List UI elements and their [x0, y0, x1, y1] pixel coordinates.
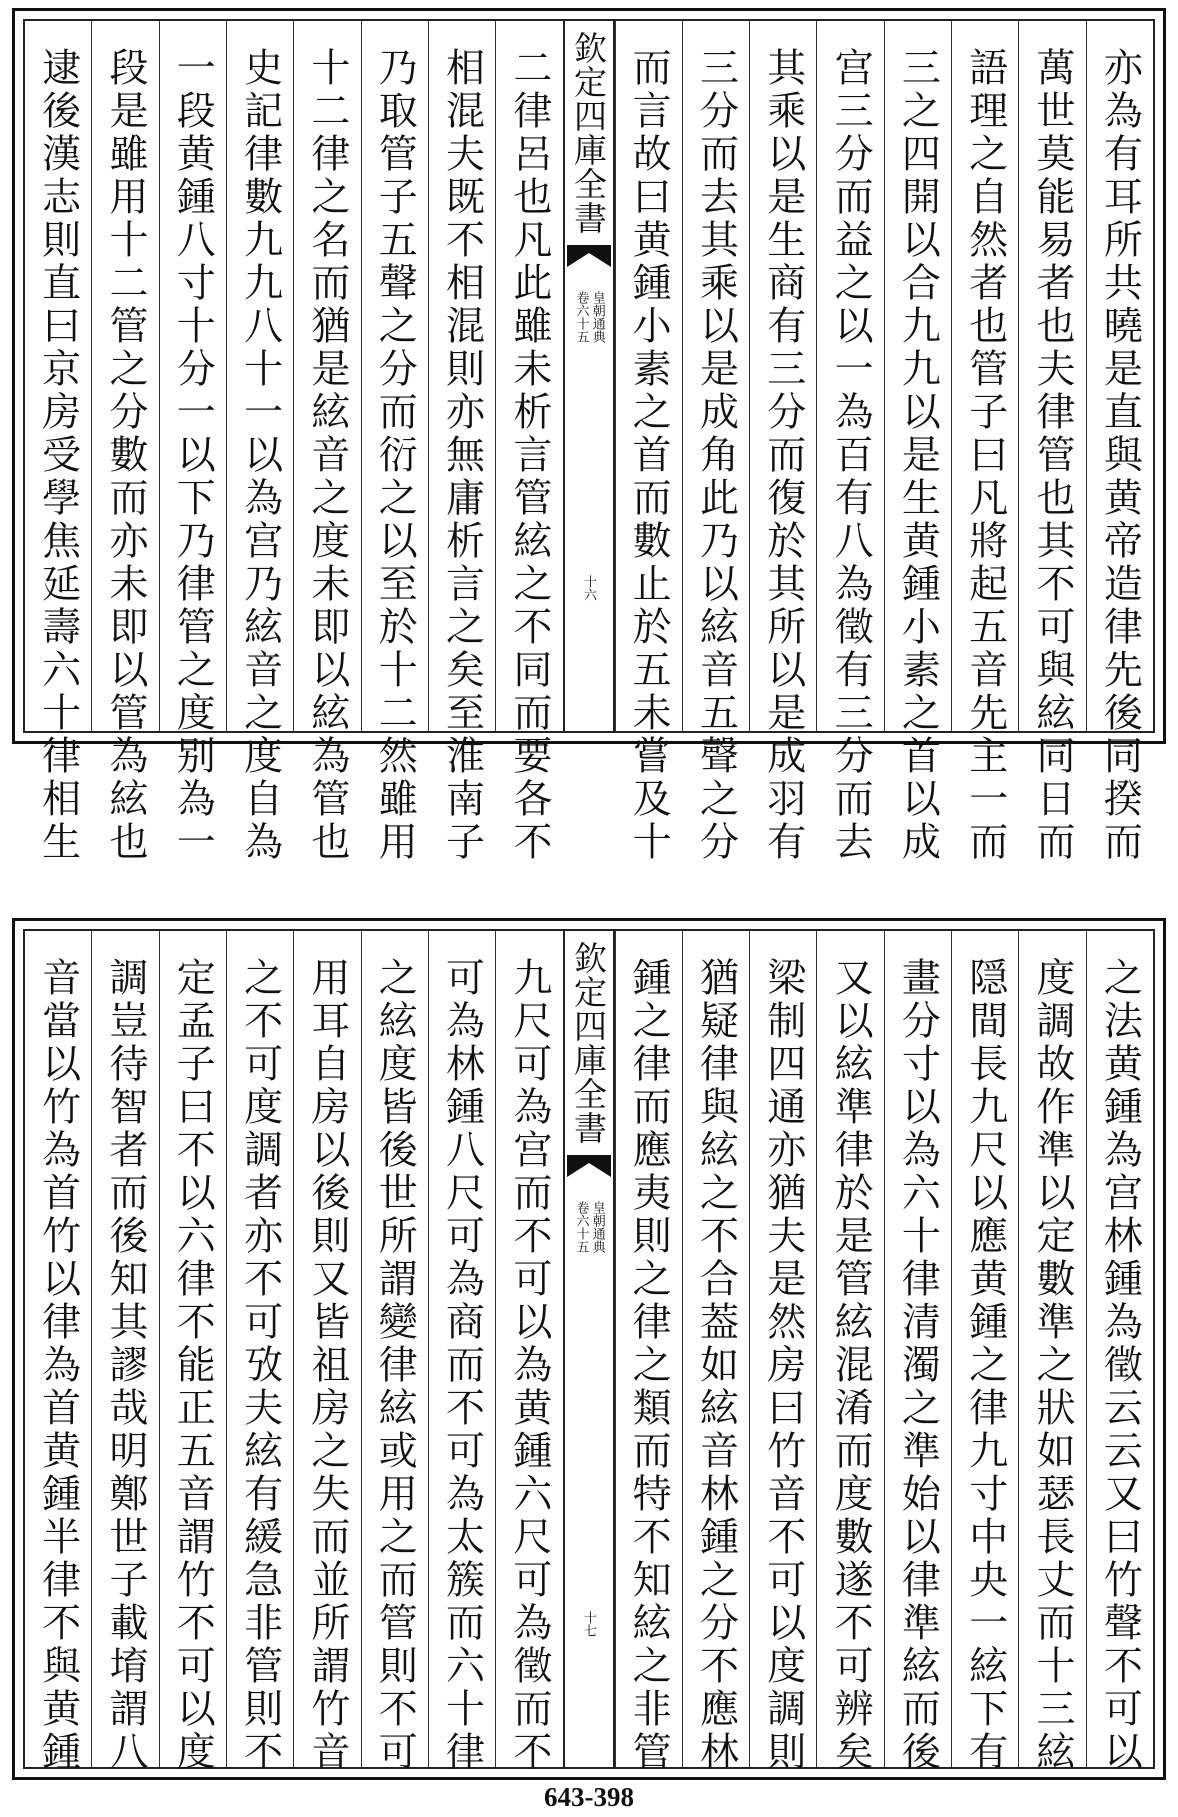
text-line: 調豈待智者而後知其謬哉明鄭世子載堉謂八 — [102, 957, 148, 1774]
text-line: 之不可度調者亦不可攷夫絃有緩急非管則不 — [237, 957, 283, 1774]
text-line: 三之四開以合九九以是生黄鍾小素之首以成 — [895, 47, 941, 864]
text-line: 度調故作準以定數準之狀如瑟長丈而十三絃 — [1030, 957, 1076, 1774]
subtitle-volume: 卷六十五 — [573, 291, 589, 343]
text-line: 猶疑律與絃之不合葢如絃音林鍾之分不應林 — [693, 957, 739, 1774]
text-line: 逮後漢志則直曰京房受學焦延壽六十律相生 — [35, 47, 81, 864]
text-column — [749, 21, 816, 864]
text-line: 用耳自房以後則又皆祖房之失而並所謂竹音 — [304, 957, 350, 1774]
volume-label — [573, 291, 604, 343]
text-line: 二律呂也凡此雖未析言管絃之不同而要各不 — [506, 47, 552, 864]
text-column — [884, 21, 951, 864]
text-line: 一段黄鍾八寸十分一以下乃律管之度别為一 — [170, 47, 216, 864]
text-column — [226, 931, 293, 1774]
text-column — [816, 931, 883, 1774]
text-line: 畫分寸以為六十律清濁之準始以律準絃而後 — [895, 957, 941, 1774]
text-column — [159, 931, 226, 1774]
text-column — [293, 931, 360, 1774]
footer-page-number: 643-398 — [544, 1782, 634, 1812]
text-column — [1018, 21, 1085, 864]
text-column — [91, 931, 158, 1774]
fishtail-mark-icon — [567, 1155, 611, 1177]
text-column — [91, 21, 158, 864]
text-line: 音當以竹為首竹以律為首黄鍾半律不與黄鍾 — [35, 957, 81, 1774]
text-line: 其乘以是生商有三分而復於其所以是成羽有 — [760, 47, 806, 864]
text-column — [361, 21, 428, 864]
text-line: 史記律數九九八十一以為宫乃絃音之度自為 — [237, 47, 283, 864]
page-number: 十六 — [581, 575, 596, 601]
text-column — [682, 21, 749, 864]
text-column — [1086, 931, 1153, 1774]
text-column — [25, 21, 91, 864]
text-line: 梁制四通亦猶夫是然房曰竹音不可以度調則 — [760, 957, 806, 1774]
text-line: 段是雖用十二管之分數而亦未即以管為絃也 — [102, 47, 148, 864]
book-title: 欽定四庫全書 — [569, 31, 608, 235]
text-column — [361, 931, 428, 1774]
text-column — [293, 21, 360, 864]
lower-page — [12, 918, 1166, 1780]
fishtail-mark-icon — [567, 245, 611, 267]
text-column — [226, 21, 293, 864]
text-column — [1018, 931, 1085, 1774]
text-line: 亦為有耳所共曉是直與黄帝造律先後同揆而 — [1097, 47, 1143, 864]
text-column — [749, 931, 816, 1774]
text-line: 相混夫既不相混則亦無庸析言之矣至淮南子 — [439, 47, 485, 864]
text-column — [884, 931, 951, 1774]
text-column — [816, 21, 883, 864]
text-line: 三分而去其乘以是成角此乃以絃音五聲之分 — [693, 47, 739, 864]
text-line: 之絃度皆後世所謂變律絃或用之而管則不可 — [372, 957, 418, 1774]
text-column — [682, 931, 749, 1774]
subtitle-volume: 卷六十五 — [573, 1201, 589, 1253]
lower-page-frame — [23, 929, 1155, 1774]
center-fold-column — [563, 21, 615, 731]
page-number: 十七 — [581, 1611, 596, 1637]
text-line: 萬世莫能易者也夫律管也其不可與絃同日而 — [1030, 47, 1076, 864]
text-column — [428, 21, 495, 864]
text-column — [495, 21, 562, 864]
text-column — [951, 21, 1018, 864]
text-column — [951, 931, 1018, 1774]
text-column — [25, 931, 91, 1774]
center-fold-column — [563, 931, 615, 1767]
text-column — [615, 931, 682, 1774]
subtitle-main: 皇朝通典 — [589, 291, 605, 343]
text-line: 而言故曰黄鍾小素之首而數止於五未嘗及十 — [626, 47, 672, 864]
text-line: 可為林鍾八尺可為商而不可為太簇而六十律 — [439, 957, 485, 1774]
text-column — [615, 21, 682, 864]
text-line: 宫三分而益之以一為百有八為徵有三分而去 — [828, 47, 874, 864]
volume-label — [573, 1201, 604, 1253]
text-line: 乃取管子五聲之分而衍之以至於十二然雖用 — [372, 47, 418, 864]
subtitle-main: 皇朝通典 — [589, 1201, 605, 1253]
text-column — [1086, 21, 1153, 864]
text-line: 鍾之律而應夷則之律之類而特不知絃之非管 — [626, 957, 672, 1774]
text-line: 十二律之名而猶是絃音之度未即以絃為管也 — [304, 47, 350, 864]
upper-page-frame — [23, 19, 1155, 864]
text-line: 定孟子曰不以六律不能正五音謂竹不可以度 — [170, 957, 216, 1774]
text-column — [159, 21, 226, 864]
text-line: 語理之自然者也管子曰凡將起五音先主一而 — [962, 47, 1008, 864]
upper-page — [12, 8, 1166, 864]
text-column — [428, 931, 495, 1774]
book-title: 欽定四庫全書 — [569, 941, 608, 1145]
text-column — [495, 931, 562, 1774]
text-line: 九尺可為宫而不可以為黄鍾六尺可為徵而不 — [506, 957, 552, 1774]
text-line: 之法黄鍾為宫林鍾為徵云云又曰竹聲不可以 — [1097, 957, 1143, 1774]
text-line: 又以絃準律於是管絃混淆而度數遂不可辨矣 — [828, 957, 874, 1774]
text-line: 隠間長九尺以應黄鍾之律九寸中央一絃下有 — [962, 957, 1008, 1774]
